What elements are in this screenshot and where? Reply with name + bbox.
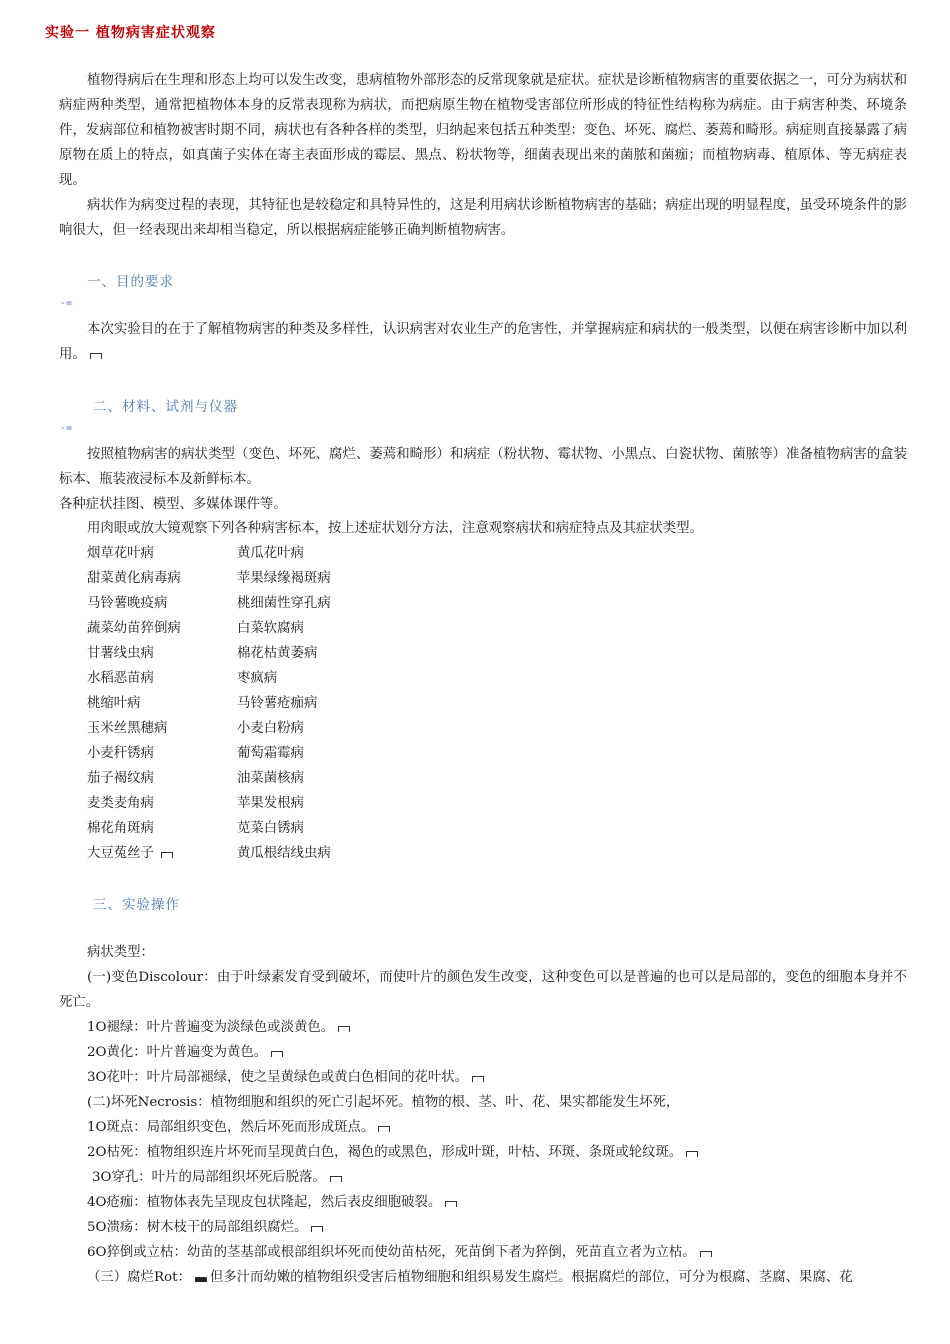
- disease-row: [87, 816, 487, 841]
- item-text: 2O枯死：植物组织连片坏死而呈现黄白色，褐色的或黑色，形成叶斑，叶枯、环斑、条斑或轮纹斑。: [87, 1145, 683, 1160]
- disease-row: [87, 691, 487, 716]
- disease-name-left: 玉米丝黑穗病: [87, 721, 168, 736]
- rot-label: （三）腐烂Rot：: [87, 1270, 191, 1285]
- materials-paragraph-3: 用肉眼或放大镜观察下列各种病害标本，按上述症状划分方法，注意观察病状和病症特点及其症状类型。: [87, 521, 703, 536]
- disease-name-left: 马铃薯晚疫病: [87, 596, 168, 611]
- paragraph-mark-icon: [311, 1226, 323, 1232]
- section-marker: -=: [60, 298, 73, 309]
- discolour-item-2: [87, 1040, 283, 1065]
- item-text: 3O花叶：叶片局部褪绿，使之呈黄绿色或黄白色相间的花叶状。: [87, 1070, 469, 1085]
- disease-row: [87, 616, 487, 641]
- disease-name-left: 水稻恶苗病: [87, 671, 154, 686]
- disease-name-right: 黄瓜花叶病: [237, 546, 304, 561]
- disease-row: [87, 666, 487, 691]
- item-text: 5O溃疡：树木枝干的局部组织腐烂。: [87, 1220, 308, 1235]
- item-text: 4O疮痂：植物体表先呈现皮包状隆起，然后表皮细胞破裂。: [87, 1195, 442, 1210]
- discolour-item-1: [87, 1015, 350, 1040]
- disease-name-right: 桃细菌性穿孔病: [237, 596, 331, 611]
- item-text: 1O褪绿：叶片普遍变为淡绿色或淡黄色。: [87, 1020, 335, 1035]
- disease-name-right: 小麦白粉病: [237, 721, 304, 736]
- page-title: 实验一 植物病害症状观察: [45, 25, 216, 41]
- disease-name-left: 麦类麦角病: [87, 796, 154, 811]
- disease-row: [87, 791, 487, 816]
- disease-name-right: 白菜软腐病: [237, 621, 304, 636]
- rot-paragraph: [87, 1265, 853, 1290]
- disease-row: [87, 741, 487, 766]
- disease-row: [87, 766, 487, 791]
- paragraph-mark-icon: [90, 353, 102, 359]
- section-heading-procedure: 三、实验操作: [93, 897, 180, 913]
- materials-paragraph-2: 各种症状挂图、模型、多媒体课件等。: [59, 497, 287, 512]
- section-heading-objectives: 一、目的要求: [87, 274, 174, 290]
- disease-row: [87, 541, 487, 566]
- disease-name-left: 甘薯线虫病: [87, 646, 154, 661]
- disease-row: [87, 716, 487, 741]
- disease-name-left: 蔬菜幼苗猝倒病: [87, 621, 181, 636]
- item-text: 6O猝倒或立枯：幼苗的茎基部或根部组织坏死而使幼苗枯死，死苗倒下者为猝倒，死苗直立者为立枯。: [87, 1245, 696, 1260]
- intro-paragraph-2: 病状作为病变过程的表现，其特征也是较稳定和具特异性的，这是利用病状诊断植物病害的基础；病症出现的明显程度，虽受环境条件的影响很大，但一经表现出来却相当稳定，所以根据病症能够正确判断植物病害。: [59, 198, 907, 238]
- item-text: 2O黄化：叶片普遍变为黄色。: [87, 1045, 268, 1060]
- objectives-paragraph: [59, 317, 907, 367]
- section-heading-materials: 二、材料、试剂与仪器: [93, 399, 238, 415]
- disease-name-right: 苋菜白锈病: [237, 821, 304, 836]
- rot-text: 但多汁而幼嫩的植物组织受害后植物细胞和组织易发生腐烂。根据腐烂的部位，可分为根腐、茎腐、果腐、花: [209, 1270, 853, 1285]
- section-marker: -=: [60, 423, 73, 434]
- item-text: 3O穿孔：叶片的局部组织坏死后脱落。: [92, 1170, 326, 1185]
- disease-name-right: 苹果发根病: [237, 796, 304, 811]
- disease-name-right: 棉花枯黄萎病: [237, 646, 318, 661]
- disease-name-left: 烟草花叶病: [87, 546, 154, 561]
- disease-row: [87, 566, 487, 591]
- discolour-item-3: [87, 1065, 484, 1090]
- paragraph-mark-icon: [330, 1176, 342, 1182]
- disease-row: [87, 641, 487, 666]
- disease-name-left: 棉花角斑病: [87, 821, 154, 836]
- disease-name-right: 葡萄霜霉病: [237, 746, 304, 761]
- disease-name-right: 枣疯病: [237, 671, 278, 686]
- disease-name-right: 马铃薯疮痂病: [237, 696, 318, 711]
- paragraph-mark-icon: [700, 1251, 712, 1257]
- necrosis-paragraph: (二)坏死Necrosis：植物细胞和组织的死亡引起坏死。植物的根、茎、叶、花、果实都能发生坏死，: [87, 1095, 680, 1110]
- paragraph-mark-icon: [378, 1126, 390, 1132]
- intro-paragraph-1: 植物得病后在生理和形态上均可以发生改变，患病植物外部形态的反常现象就是症状。症状是诊断植物病害的重要依据之一，可分为病状和病症两种类型，通常把植物体本身的反常表现称为病状，而把病原生物在植物受害部位所形成的特征性结构称为病症。由于病害种类、环境条件，发病部位和植物被害时期不同，病状也有各种各样的类型，归纳起来包括五种类型：变色、坏死、腐烂、萎蔫和畸形。病症则直接暴露了病原物在质上的特点，如真菌子实体在寄主表面形成的霉层、黑点、粉状物等，细菌表现出来的菌脓和菌痂；而植物病毒、植原体、等无病症表现。: [59, 73, 907, 188]
- disease-row: [87, 591, 487, 616]
- disease-name-left: 桃缩叶病: [87, 696, 141, 711]
- necrosis-item-3: [92, 1165, 342, 1190]
- paragraph-mark-icon: [161, 852, 173, 858]
- disease-name-left: 小麦秆锈病: [87, 746, 154, 761]
- paragraph-mark-icon: [338, 1026, 350, 1032]
- paragraph-mark-icon: [195, 1277, 207, 1282]
- materials-paragraph-1: 按照植物病害的病状类型（变色、坏死、腐烂、萎蔫和畸形）和病症（粉状物、霉状物、小黑点、白瓷状物、菌脓等）准备植物病害的盒装标本、瓶装液浸标本及新鲜标本。: [59, 447, 907, 487]
- disease-specimen-list: [87, 541, 487, 866]
- paragraph-mark-icon: [445, 1201, 457, 1207]
- disease-name-left: 茄子褐纹病: [87, 771, 154, 786]
- necrosis-item-2: [87, 1140, 698, 1165]
- symptom-types-intro: 病状类型：: [87, 945, 154, 960]
- objectives-text: 本次实验目的在于了解植物病害的种类及多样性，认识病害对农业生产的危害性，并掌握病症和病状的一般类型，以便在病害诊断中加以利用。: [59, 322, 907, 362]
- disease-name-right: 油菜菌核病: [237, 771, 304, 786]
- paragraph-mark-icon: [271, 1051, 283, 1057]
- disease-name-right: 黄瓜根结线虫病: [237, 846, 331, 861]
- paragraph-mark-icon: [686, 1151, 698, 1157]
- necrosis-item-6: [87, 1240, 712, 1265]
- necrosis-item-5: [87, 1215, 323, 1240]
- disease-row: [87, 841, 487, 866]
- discolour-paragraph: (一)变色Discolour：由于叶绿素发育受到破坏，而使叶片的颜色发生改变，这种变色可以是普遍的也可以是局部的，变色的细胞本身并不死亡。: [59, 970, 907, 1010]
- necrosis-item-1: [87, 1115, 390, 1140]
- item-text: 1O斑点：局部组织变色，然后坏死而形成斑点。: [87, 1120, 375, 1135]
- disease-name-right: 苹果绿缘褐斑病: [237, 571, 331, 586]
- necrosis-item-4: [87, 1190, 457, 1215]
- paragraph-mark-icon: [472, 1076, 484, 1082]
- disease-name-left: 甜菜黄化病毒病: [87, 571, 181, 586]
- disease-name-left: 大豆菟丝子: [87, 846, 154, 861]
